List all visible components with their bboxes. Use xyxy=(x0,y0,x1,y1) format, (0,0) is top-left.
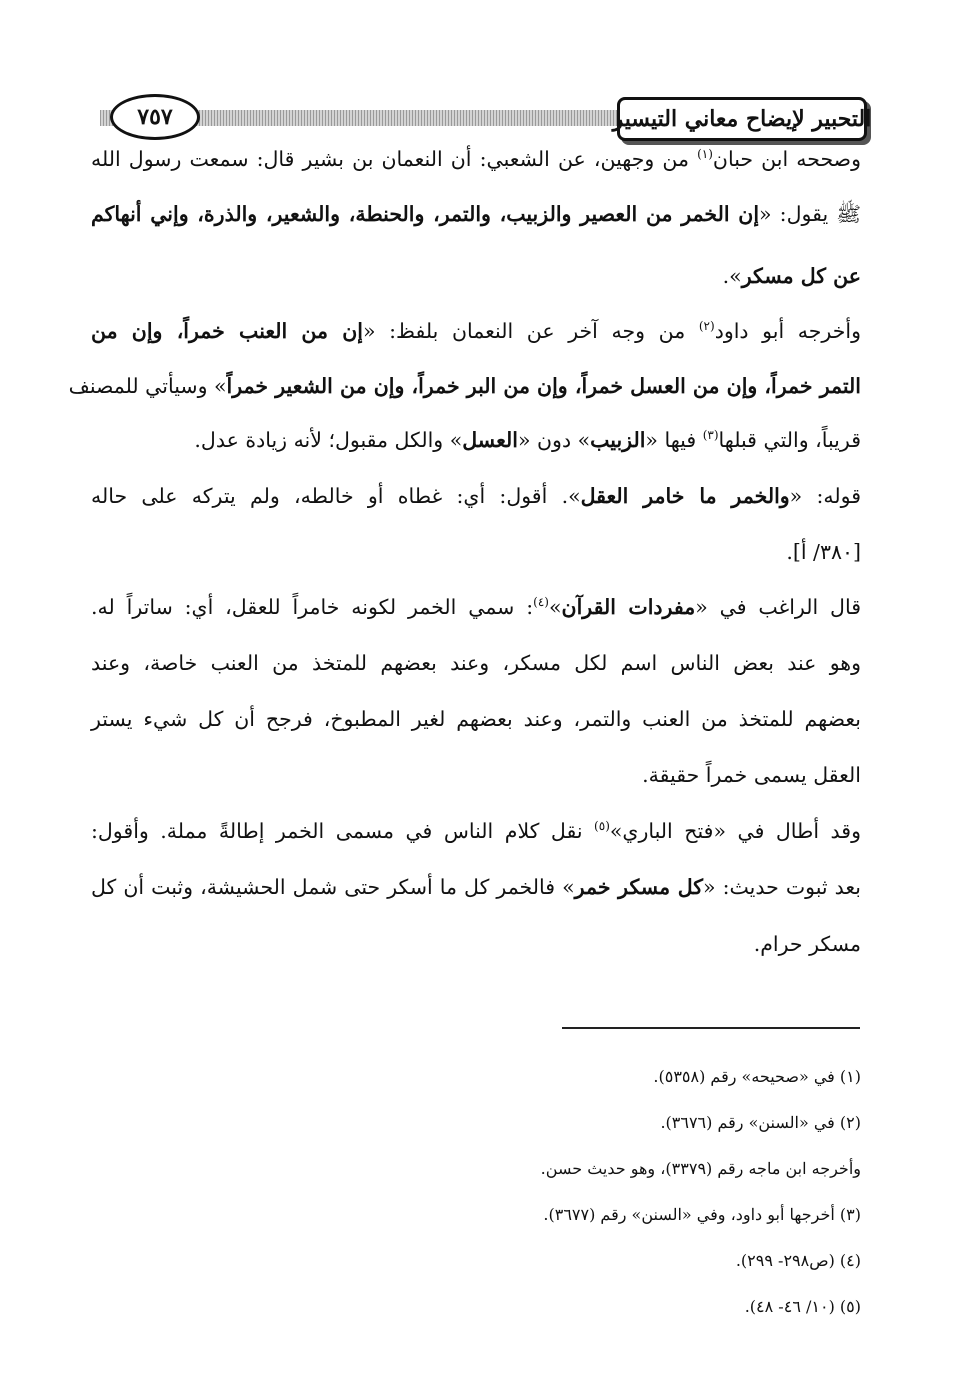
body-line-2 xyxy=(91,202,861,232)
body-line-7 xyxy=(91,484,861,508)
page-number-text: ٧٥٧ xyxy=(137,104,173,130)
text-run: من وجهين، عن الشعبي: أن النعمان بن بشير قال: سمعت رسول الله xyxy=(91,147,698,171)
text-run: وأخرجه أبو داود xyxy=(714,319,861,343)
body-line-9 xyxy=(91,595,861,619)
text-run: » والكل مقبول؛ لأنه زيادة عدل. xyxy=(194,428,463,452)
body-line-14 xyxy=(91,875,861,899)
body-line-15 xyxy=(91,932,861,956)
book-name: مفردات القرآن xyxy=(561,595,696,619)
text-run: بعد ثبوت حديث: « xyxy=(703,875,862,899)
text-run: فيها « xyxy=(645,428,703,452)
text-run: قوله: « xyxy=(789,484,862,508)
footnote-ref: (٥) xyxy=(594,819,610,834)
footnote-2: (٢) في «السنن» رقم (٣٦٧٦). xyxy=(660,1113,861,1132)
text-run: نقل كلام الناس في مسمى الخمر إطالةً مملة. وأقول: xyxy=(91,819,595,843)
body-line-11 xyxy=(91,707,861,731)
body-line-4 xyxy=(91,319,861,343)
footnote-ref: (٢) xyxy=(698,319,715,334)
book-title xyxy=(612,97,872,141)
hadith-quote: كل مسكر خمر xyxy=(574,875,704,899)
hadith-quote: التمر خمراً، وإن من العسل خمراً، وإن من البر خمراً، وإن من الشعير خمراً xyxy=(226,374,861,398)
footnote-ref: (٣) xyxy=(702,428,719,443)
text-run: ». أقول: أي: غطاه أو خالطه، ولم يتركه على حاله xyxy=(91,484,581,508)
footnote-5: (٥) (١٠/ ٤٦- ٤٨). xyxy=(744,1297,861,1316)
body-line-6 xyxy=(91,428,861,452)
footnote-3: (٣) أخرجها أبو داود، وفي «السنن» رقم (٣٦٧٧). xyxy=(543,1205,861,1224)
text-run: » فالخمر كل ما أسكر حتى شمل الحشيشة، وثبت أن كل xyxy=(91,875,575,899)
body-line-12 xyxy=(91,763,861,787)
text-run: » xyxy=(548,595,562,619)
text-run: من وجه آخر عن النعمان بلفظ: « xyxy=(363,319,699,343)
hadith-quote: إن الخمر من العصير والزبيب، والتمر، والحنطة، والشعير، والذرة، وإني أنهاكم xyxy=(91,202,760,226)
body-line-10 xyxy=(91,651,861,675)
text-run: » دون « xyxy=(517,428,591,452)
text-run: : سمي الخمر لكونه خامراً للعقل، أي: ساتراً له. xyxy=(91,595,534,619)
book-title-text: التحبير لإيضاح معاني التيسير xyxy=(612,106,872,132)
body-line-5 xyxy=(68,374,861,398)
quoted-word: الزبيب xyxy=(590,428,646,452)
body-line-1 xyxy=(91,147,861,171)
footnote-2-continued: وأخرجه ابن ماجه رقم (٣٣٧٩)، وهو حديث حسن. xyxy=(540,1159,861,1178)
quoted-word: العسل xyxy=(462,428,518,452)
hadith-quote: والخمر ما خامر العقل xyxy=(580,484,790,508)
body-line-3 xyxy=(91,264,861,288)
body-line-8 xyxy=(91,540,861,564)
text-run: ». xyxy=(722,264,742,288)
text-run: ﷺ يقول: « xyxy=(759,202,861,226)
text-run: وصححه ابن حبان xyxy=(712,147,861,171)
text-run: وقد أطال في «فتح الباري» xyxy=(609,819,862,843)
text-run: قريباً، والتي قبلها xyxy=(718,428,861,452)
text-run: قال الراغب في « xyxy=(695,595,861,619)
text-run: بعضهم للمتخذ من العنب والتمر، وعند بعضهم لغير المطبوخ، فرجح أن كل شيء يستر xyxy=(91,707,861,731)
page-number xyxy=(110,94,200,140)
manuscript-ref: [٣٨٠/ أ]. xyxy=(786,540,861,564)
text-run: مسكر حرام. xyxy=(753,932,861,956)
text-run: العقل يسمى خمراً حقيقة. xyxy=(642,763,861,787)
footnote-ref: (١) xyxy=(697,147,713,162)
hadith-quote: عن كل مسكر xyxy=(741,264,861,288)
footnote-1: (١) في «صحيحه» رقم (٥٣٥٨). xyxy=(653,1067,861,1086)
footnote-ref: (٤) xyxy=(533,595,549,610)
hadith-quote: إن من العنب خمراً، وإن من xyxy=(91,319,363,343)
footnote-4: (٤) (ص٢٩٨- ٢٩٩). xyxy=(735,1251,861,1270)
footnote-separator xyxy=(562,1027,860,1029)
text-run: وهو عند بعض الناس اسم لكل مسكر، وعند بعضهم للمتخذ من العنب خاصة، وعند xyxy=(91,651,861,675)
body-line-13 xyxy=(91,819,861,843)
text-run: » وسيأتي للمصنف xyxy=(68,374,227,398)
